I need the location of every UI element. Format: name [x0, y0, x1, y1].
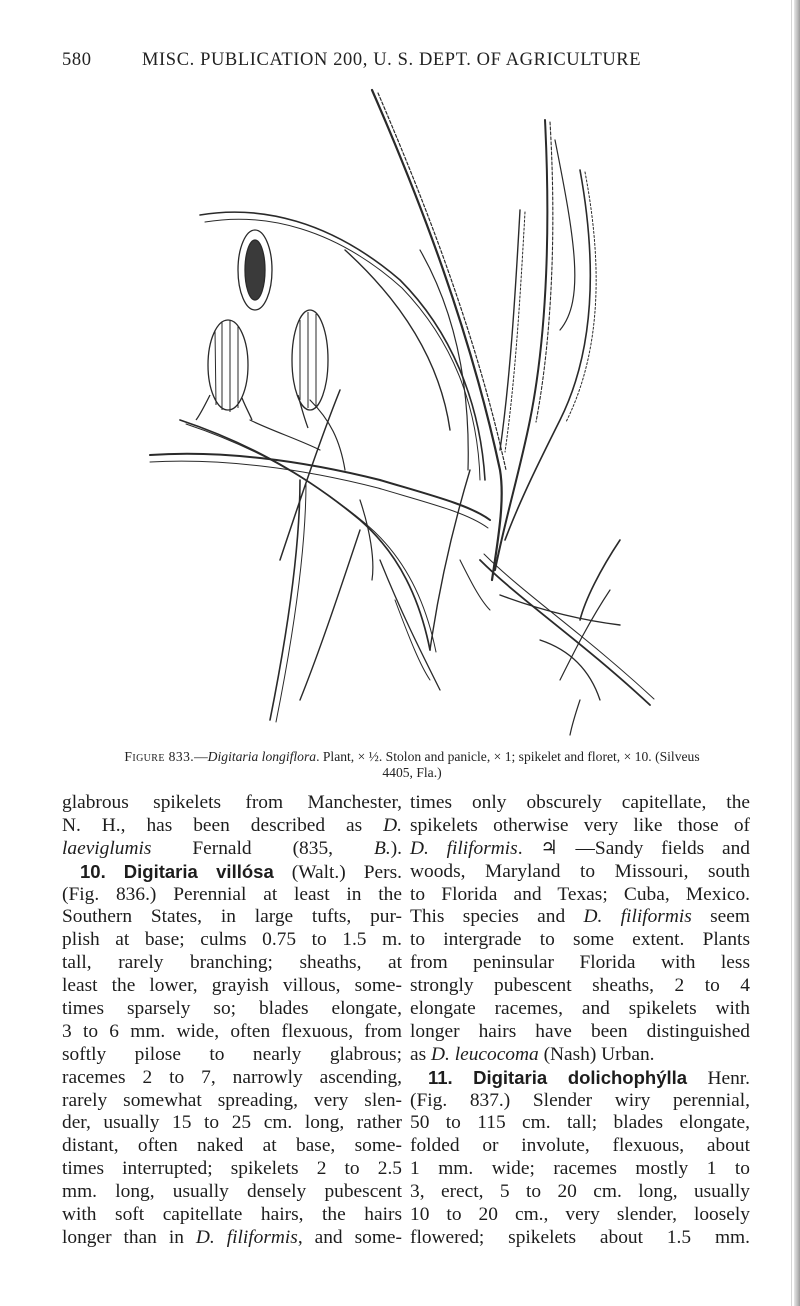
text-line: spikelets otherwise very like those of — [410, 814, 750, 836]
species-name: D. leucocoma — [431, 1043, 539, 1065]
text-line: with soft capitellate hairs, the hairs — [62, 1204, 402, 1226]
text-run: ). — [390, 837, 402, 859]
text-run: (Walt.) Pers. — [273, 861, 402, 883]
caption-text-2: 4405, Fla.) — [382, 764, 442, 780]
text-line: racemes 2 to 7, narrowly ascending, — [62, 1066, 402, 1088]
spikelet-details — [196, 230, 328, 428]
figure-caption — [62, 749, 762, 780]
text-run: This species and — [410, 906, 584, 928]
text-line: to Florida and Texas; Cuba, Mexico. — [410, 883, 750, 905]
text-line: Southern States, in large tufts, pur- — [62, 906, 402, 928]
text-line — [410, 1044, 750, 1067]
species-name: D. — [383, 814, 402, 836]
text-line: times only obscurely capitellate, the — [410, 792, 750, 813]
species-name: D. filiformis — [583, 906, 692, 928]
text-run: (Nash) Urban. — [538, 1043, 655, 1065]
text-line: 1 mm. wide; racemes mostly 1 to — [410, 1158, 750, 1180]
caption-label: Figure 833. — [124, 749, 195, 764]
species-number: 10. — [80, 860, 106, 882]
text-line: (Fig. 837.) Slender wiry perennial, — [410, 1089, 750, 1111]
species-heading-11 — [410, 1067, 750, 1090]
text-run: —Sandy fields and — [557, 837, 750, 859]
text-line: tall, rarely branching; sheaths, at — [62, 952, 402, 974]
text-line: rarely somewhat spreading, very slen- — [62, 1089, 402, 1111]
caption-dash: — — [194, 749, 208, 764]
species-name: laeviglumis — [62, 837, 152, 859]
species-number: 11. — [428, 1066, 453, 1088]
text-line: longer hairs have been distinguished — [410, 1020, 750, 1042]
text-run: B. — [373, 837, 391, 859]
text-line: woods, Maryland to Missouri, south — [410, 860, 750, 882]
running-title: MISC. PUBLICATION 200, U. S. DEPT. OF AGRICULTURE — [142, 50, 642, 70]
text-run: longer than in — [62, 1226, 196, 1248]
text-run: , and some- — [297, 1226, 402, 1248]
text-run: N. H., has been described as — [62, 814, 384, 836]
species-name: D. filiformis — [195, 1226, 298, 1248]
left-column — [62, 792, 402, 1250]
plant-drawing — [150, 90, 654, 735]
caption-text: . Plant, × ½. Stolon and panicle, × 1; spikelet and floret, × 10. (Silveus — [316, 749, 700, 764]
text-line: flowered; spikelets about 1.5 mm. — [410, 1226, 750, 1248]
text-line — [410, 838, 750, 861]
text-line: (Fig. 836.) Perennial at least in the — [62, 883, 402, 905]
text-run: . — [517, 837, 541, 859]
right-column — [410, 792, 750, 1250]
text-line: strongly pubescent sheaths, 2 to 4 — [410, 975, 750, 997]
text-line: 3, erect, 5 to 20 cm. long, usually — [410, 1181, 750, 1203]
species-title: Digitaria dolichophýlla — [473, 1066, 688, 1088]
species-name: D. filiformis — [410, 837, 518, 859]
text-line: glabrous spikelets from Manchester, — [62, 792, 402, 813]
text-run: Fernald (835, — [151, 837, 374, 859]
species-heading-10 — [62, 861, 402, 884]
text-line: from peninsular Florida with less — [410, 952, 750, 974]
text-line — [62, 815, 402, 838]
perennial-symbol: ♃ — [540, 837, 558, 859]
text-line: distant, often naked at base, some- — [62, 1135, 402, 1157]
text-line: softly pilose to nearly glabrous; — [62, 1043, 402, 1065]
text-line: times sparsely so; blades elongate, — [62, 998, 402, 1020]
text-line — [62, 1227, 402, 1250]
text-run: as — [410, 1043, 432, 1065]
species-title: Digitaria villósa — [123, 860, 274, 882]
caption-species: Digitaria longiflora — [207, 749, 317, 764]
text-line — [410, 906, 750, 929]
text-line: der, usually 15 to 25 cm. long, rather — [62, 1112, 402, 1134]
text-line: times interrupted; spikelets 2 to 2.5 — [62, 1158, 402, 1180]
text-line: elongate racemes, and spikelets with — [410, 998, 750, 1020]
text-line: plish at base; culms 0.75 to 1.5 m. — [62, 929, 402, 951]
text-line: to intergrade to some extent. Plants — [410, 929, 750, 951]
text-line: 3 to 6 mm. wide, often flexuous, from — [62, 1020, 402, 1042]
page-number: 580 — [62, 50, 92, 70]
text-line: least the lower, grayish villous, some- — [62, 975, 402, 997]
text-run: Henr. — [687, 1067, 751, 1089]
text-line — [62, 838, 402, 861]
text-line: 10 to 20 cm., very slender, loosely — [410, 1204, 750, 1226]
text-line: mm. long, usually densely pubescent — [62, 1181, 402, 1203]
text-run: seem — [691, 906, 750, 928]
text-line: 50 to 115 cm. tall; blades elongate, — [410, 1112, 750, 1134]
text-line: folded or involute, flexuous, about — [410, 1135, 750, 1157]
